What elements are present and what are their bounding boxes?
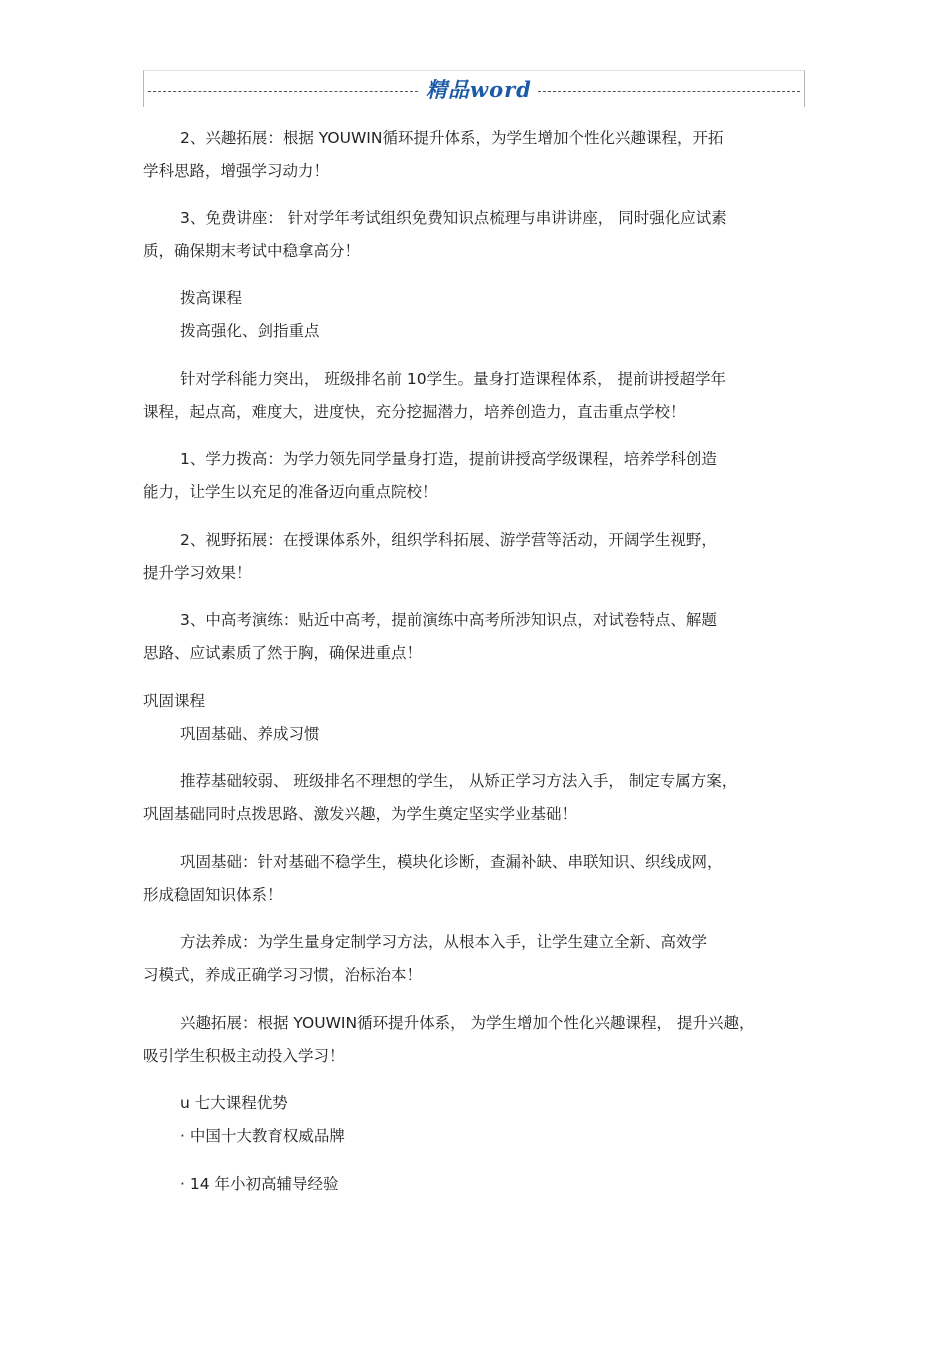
header-logo: 精品word [426,77,532,102]
paragraph-line: 提升学习效果！ [143,564,252,582]
paragraph-line: 习模式，养成正确学习习惯，治标治本！ [143,966,423,984]
paragraph-line: 针对学科能力突出， 班级排名前 10学生。量身打造课程体系， 提前讲授超学年 [180,370,727,388]
list-item: · 中国十大教育权威品牌 [180,1127,345,1145]
section-subheading: 拨高强化、剑指重点 [180,322,320,340]
header-right-dash [538,91,800,92]
header-left-dash [148,91,418,92]
paragraph-line: 2、视野拓展：在授课体系外，组织学科拓展、游学营等活动，开阔学生视野， [180,531,717,549]
list-item: · 14 年小初高辅导经验 [180,1175,339,1193]
paragraph-line: 质，确保期末考试中稳拿高分！ [143,242,361,260]
paragraph-line: 2、兴趣拓展：根据 YOUWIN循环提升体系，为学生增加个性化兴趣课程，开拓 [180,129,724,147]
section-heading: 巩固课程 [143,692,206,710]
page-header [143,70,805,107]
paragraph-line: 课程，起点高，难度大，进度快，充分挖掘潜力，培养创造力，直击重点学校！ [143,403,686,421]
paragraph-line: 方法养成：为学生量身定制学习方法，从根本入手，让学生建立全新、高效学 [180,933,708,951]
paragraph-line: 巩固基础同时点拨思路、激发兴趣，为学生奠定坚实学业基础！ [143,805,578,823]
paragraph-line: 兴趣拓展：根据 YOUWIN循环提升体系， 为学生增加个性化兴趣课程， 提升兴趣， [180,1014,755,1032]
paragraph-line: 巩固基础：针对基础不稳学生，模块化诊断，查漏补缺、串联知识、织线成网， [180,853,723,871]
paragraph-line: 推荐基础较弱、 班级排名不理想的学生， 从矫正学习方法入手， 制定专属方案， [180,772,738,790]
paragraph-line: 3、免费讲座： 针对学年考试组织免费知识点梳理与串讲讲座， 同时强化应试素 [180,209,727,227]
paragraph-line: 学科思路，增强学习动力！ [143,162,330,180]
paragraph-line: 1、学力拨高：为学力领先同学量身打造，提前讲授高学级课程，培养学科创造 [180,450,717,468]
section-heading: 拨高课程 [180,289,243,307]
paragraph-line: 能力，让学生以充足的准备迈向重点院校！ [143,483,438,501]
paragraph-line: 形成稳固知识体系！ [143,886,283,904]
section-subheading: 巩固基础、养成习惯 [180,725,320,743]
paragraph-line: 思路、应试素质了然于胸，确保进重点！ [143,644,423,662]
section-heading: u 七大课程优势 [180,1094,288,1112]
paragraph-line: 吸引学生积极主动投入学习！ [143,1047,345,1065]
paragraph-line: 3、中高考演练：贴近中高考，提前演练中高考所涉知识点，对试卷特点、解题 [180,611,717,629]
